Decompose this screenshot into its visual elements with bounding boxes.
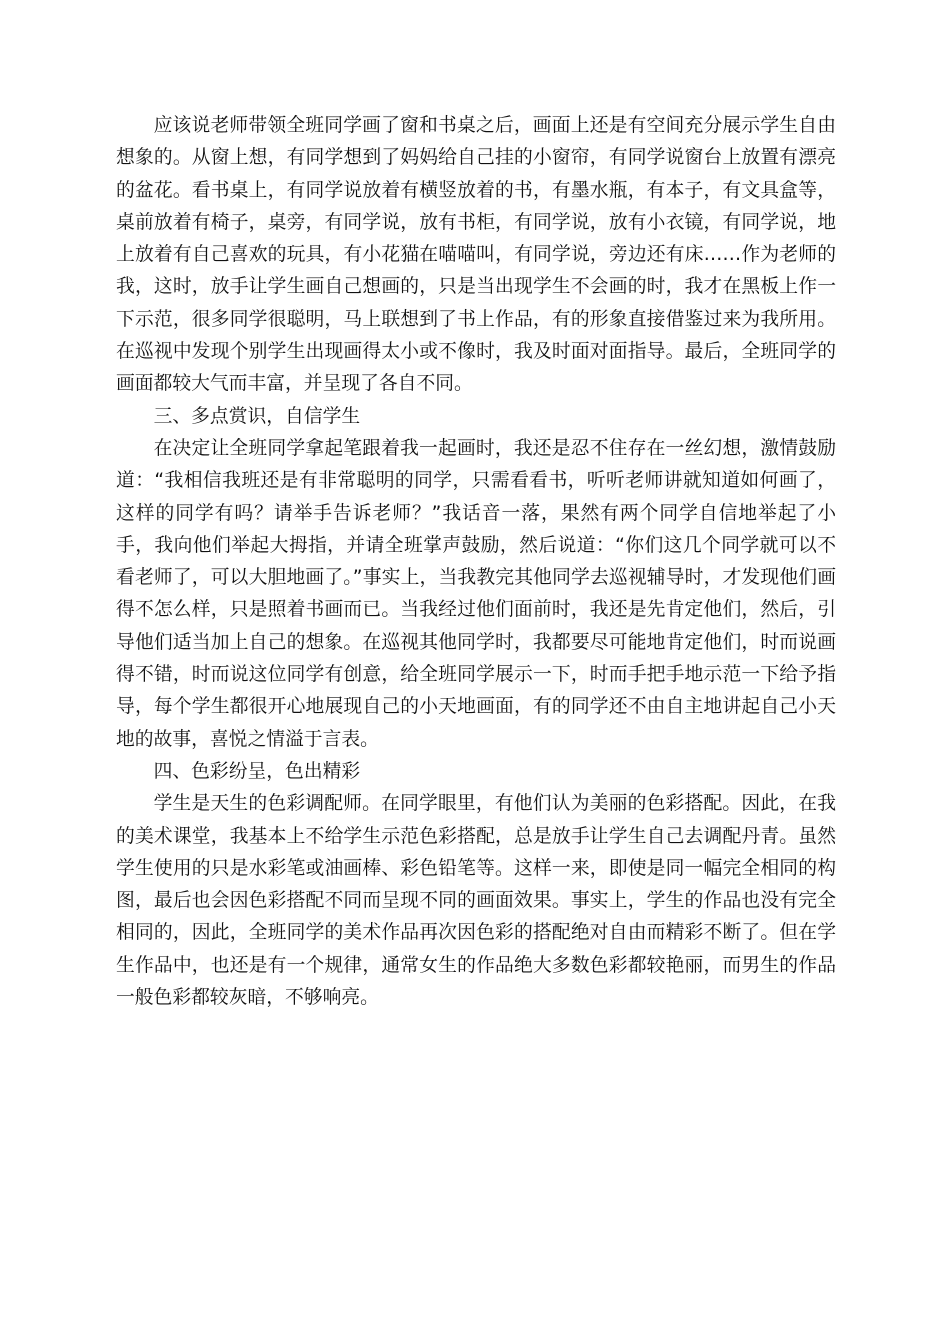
paragraph-imagination: 应该说老师带领全班同学画了窗和书桌之后，画面上还是有空间充分展示学生自由想象的。从窗上想，有同学想到了妈妈给自己挂的小窗帘，有同学说窗台上放置有漂亮的盆花。看书桌上，有同学说放着有横竖放着的书，有墨水瓶，有本子，有文具盒等，桌前放着有椅子，桌旁，有同学说，放有书柜，有同学说，放有小衣镜，有同学说，地上放着有自己喜欢的玩具，有小花猫在喵喵叫，有同学说，旁边还有床……作为老师的我，这时，放手让学生画自己想画的，只是当出现学生不会画的时，我才在黑板上作一下示范，很多同学很聪明，马上联想到了书上作品，有的形象直接借鉴过来为我所用。在巡视中发现个别学生出现画得太小或不像时，我及时面对面指导。最后，全班同学的画面都较大气而丰富，并呈现了各自不同。	[116, 115, 836, 395]
paragraph-colors: 学生是天生的色彩调配师。在同学眼里，有他们认为美丽的色彩搭配。因此，在我的美术课堂，我基本上不给学生示范色彩搭配，总是放手让学生自己去调配丹青。虽然学生使用的只是水彩笔或油画棒、彩色铅笔等。这样一来，即使是同一幅完全相同的构图，最后也会因色彩搭配不同而呈现不同的画面效果。事实上，学生的作品也没有完全相同的，因此，全班同学的美术作品再次因色彩的搭配绝对自由而精彩不断了。但在学生作品中，也还是有一个规律，通常女生的作品绝大多数色彩都较艳丽，而男生的作品一般色彩都较灰暗，不够响亮。	[116, 793, 836, 1009]
section-heading-colors: 四、色彩纷呈，色出精彩	[153, 760, 361, 782]
document-body	[116, 110, 836, 1014]
paragraph-appreciation: 在决定让全班同学拿起笔跟着我一起画时，我还是忍不住存在一丝幻想，激情鼓励道：“我相信我班还是有非常聪明的同学，只需看看书，听听老师讲就知道如何画了，这样的同学有吗？请举手告诉老师？”我话音一落，果然有两个同学自信地举起了小手，我向他们举起大拇指，并请全班掌声鼓励，然后说道：“你们这几个同学就可以不看老师了，可以大胆地画了。”事实上，当我教完其他同学去巡视辅导时，才发现他们画得不怎么样，只是照着书画而已。当我经过他们面前时，我还是先肯定他们，然后，引导他们适当加上自己的想象。在巡视其他同学时，我都要尽可能地肯定他们，时而说画得不错，时而说这位同学有创意，给全班同学展示一下，时而手把手地示范一下给予指导，每个学生都很开心地展现自己的小天地画面，有的同学还不由自主地讲起自己小天地的故事，喜悦之情溢于言表。	[116, 437, 836, 750]
section-heading-appreciation: 三、多点赏识，自信学生	[153, 405, 361, 427]
